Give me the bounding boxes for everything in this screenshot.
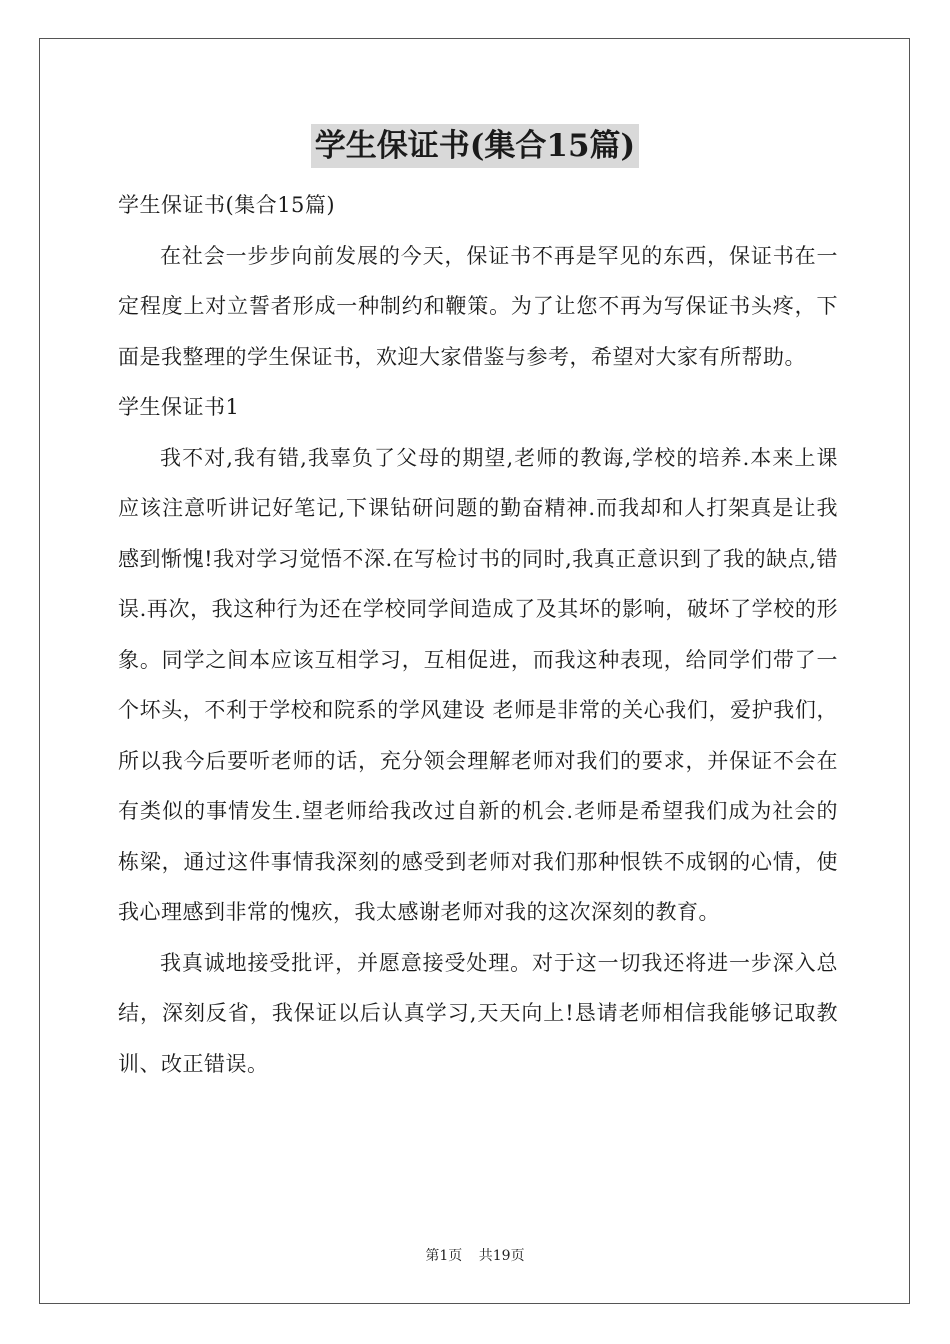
section-heading: 学生保证书1	[118, 395, 240, 419]
page-total: 共19页	[478, 1248, 525, 1264]
page-footer	[0, 1245, 950, 1265]
intro-paragraph: 在社会一步步向前发展的今天，保证书不再是罕见的东西，保证书在一定程度上对立誓者形成一种制约和鞭策。为了让您不再为写保证书头疼，下面是我整理的学生保证书，欢迎大家借鉴与参考，希望对大家有所帮助。	[118, 243, 838, 369]
body-paragraph: 我不对,我有错,我辜负了父母的期望,老师的教诲,学校的培养.本来上课应该注意听讲记好笔记,下课钻研问题的勤奋精神.而我却和人打架真是让我感到惭愧!我对学习觉悟不深.在写检讨书的同时,我真正意识到了我的缺点,错误.再次，我这种行为还在学校同学间造成了及其坏的影响，破坏了学校的形象。同学之间本应该互相学习，互相促进，而我这种表现，给同学们带了一个坏头，不利于学校和院系的学风建设 老师是非常的关心我们，爱护我们，所以我今后要听老师的话，充分领会理解老师对我们的要求，并保证不会在有类似的事情发生.望老师给我改过自新的机会.老师是希望我们成为社会的栋梁，通过这件事情我深刻的感受到老师对我们那种恨铁不成钢的心情，使我心理感到非常的愧疚，我太感谢老师对我的这次深刻的教育。	[118, 445, 838, 924]
document-title-text: 学生保证书(集合15篇)	[311, 124, 639, 168]
body-paragraph-closing: 我真诚地接受批评，并愿意接受处理。对于这一切我还将进一步深入总结，深刻反省，我保证以后认真学习,天天向上!恳请老师相信我能够记取教训、改正错误。	[118, 950, 838, 1076]
subtitle-paragraph: 学生保证书(集合15篇)	[118, 193, 336, 217]
document-title	[0, 124, 950, 168]
page-number: 第1页	[425, 1248, 463, 1264]
document-body	[118, 180, 838, 1089]
